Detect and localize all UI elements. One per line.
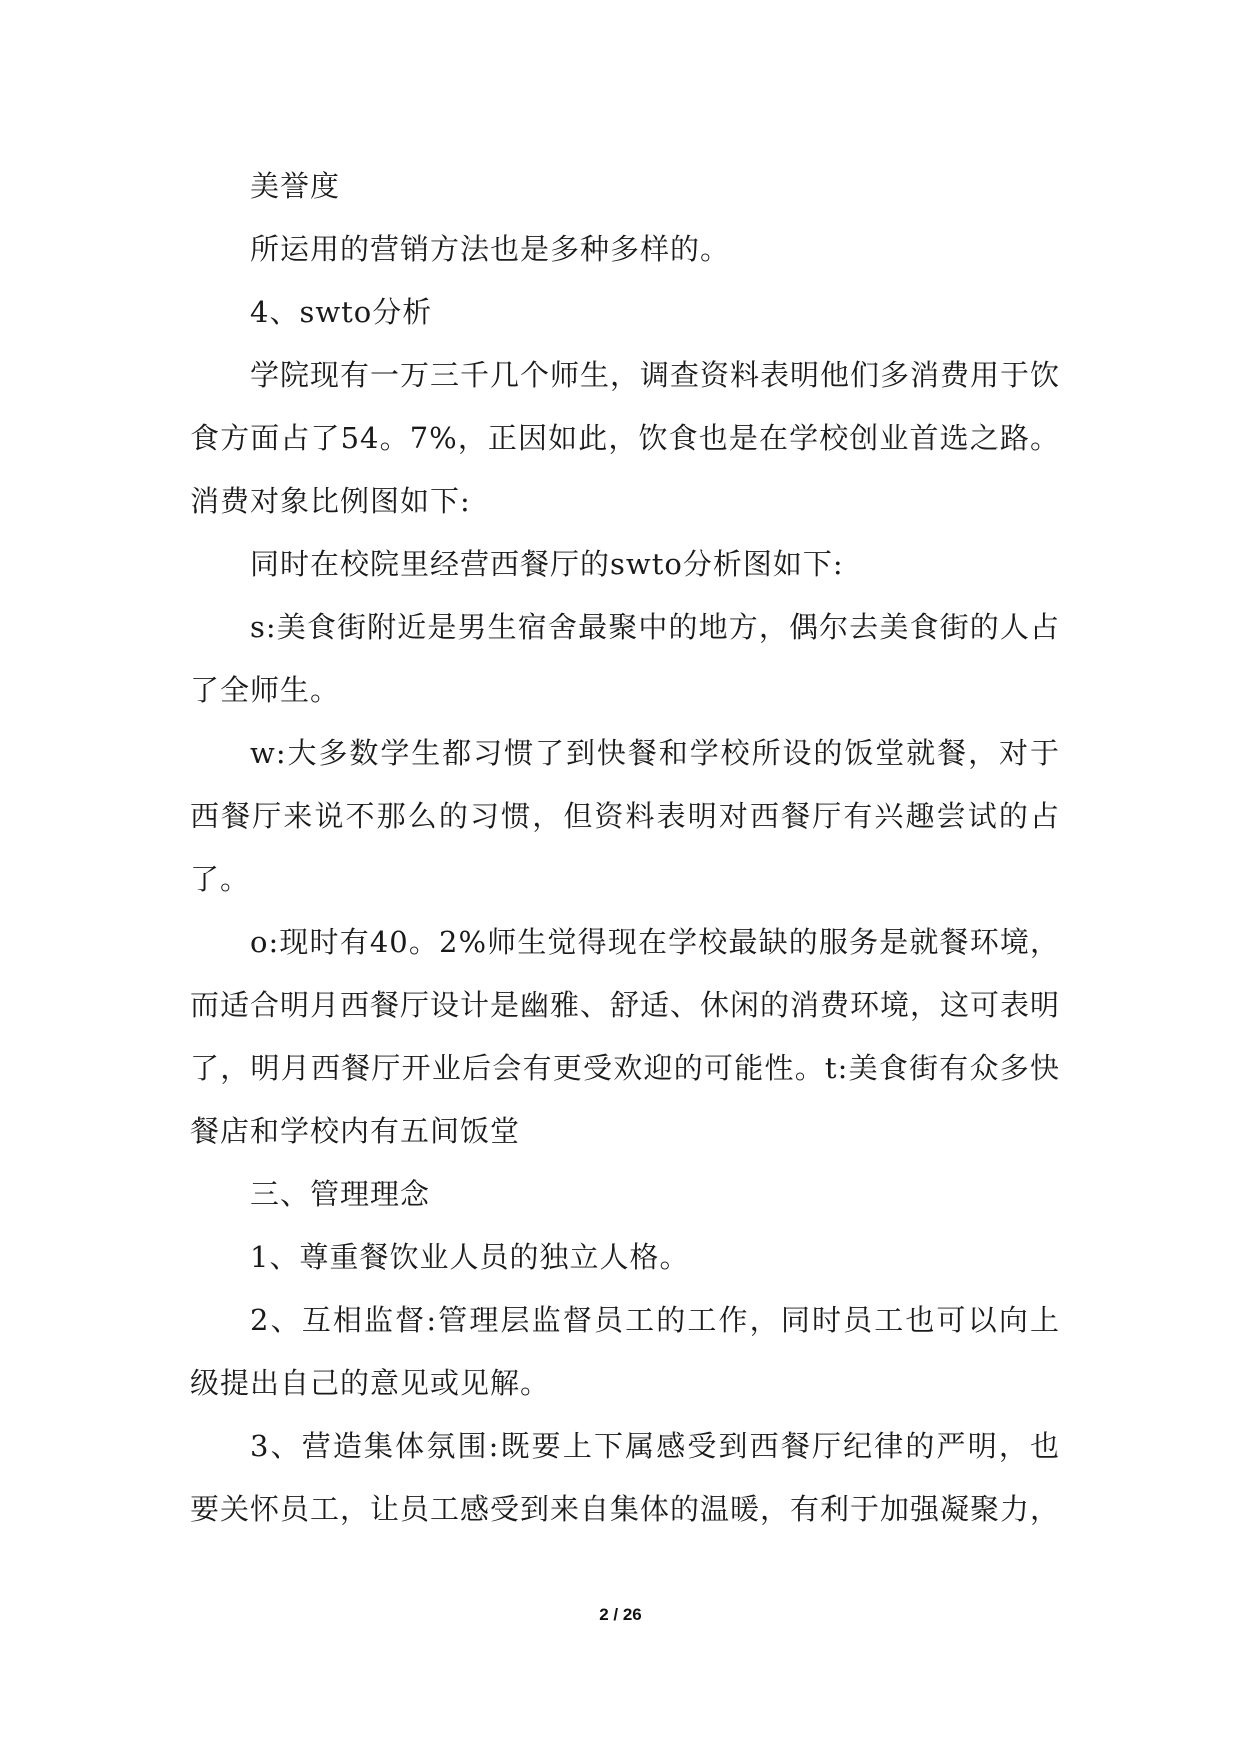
paragraph: 美誉度 bbox=[250, 169, 341, 203]
paragraph: 1、尊重餐饮业人员的独立人格。 bbox=[250, 1240, 690, 1274]
paragraph: 同时在校院里经营西餐厅的swto分析图如下: bbox=[250, 547, 844, 581]
paragraph: s:美食街附近是男生宿舍最聚中的地方，偶尔去美食街的人占了全师生。 bbox=[190, 610, 1060, 707]
document-body bbox=[190, 155, 1060, 1541]
paragraph: 2、互相监督:管理层监督员工的工作，同时员工也可以向上级提出自己的意见或见解。 bbox=[190, 1303, 1060, 1400]
page-number: 2 / 26 bbox=[599, 1605, 642, 1624]
paragraph: o:现时有40。2%师生觉得现在学校最缺的服务是就餐环境，而适合明月西餐厅设计是幽雅、舒适、休闲的消费环境，这可表明了，明月西餐厅开业后会有更受欢迎的可能性。t:美食街有众多快餐店和学校内有五间饭堂 bbox=[190, 925, 1061, 1148]
section-heading: 三、管理理念 bbox=[250, 1177, 431, 1211]
section-heading: 4、swto分析 bbox=[250, 295, 433, 329]
paragraph: w:大多数学生都习惯了到快餐和学校所设的饭堂就餐，对于西餐厅来说不那么的习惯，但资料表明对西餐厅有兴趣尝试的占了。 bbox=[190, 736, 1060, 896]
paragraph: 所运用的营销方法也是多种多样的。 bbox=[250, 232, 731, 266]
paragraph: 学院现有一万三千几个师生，调查资料表明他们多消费用于饮食方面占了54。7%，正因如此，饮食也是在学校创业首选之路。消费对象比例图如下: bbox=[190, 358, 1061, 518]
paragraph: 3、营造集体氛围:既要上下属感受到西餐厅纪律的严明，也要关怀员工，让员工感受到来自集体的温暖，有利于加强凝聚力， bbox=[190, 1429, 1061, 1526]
